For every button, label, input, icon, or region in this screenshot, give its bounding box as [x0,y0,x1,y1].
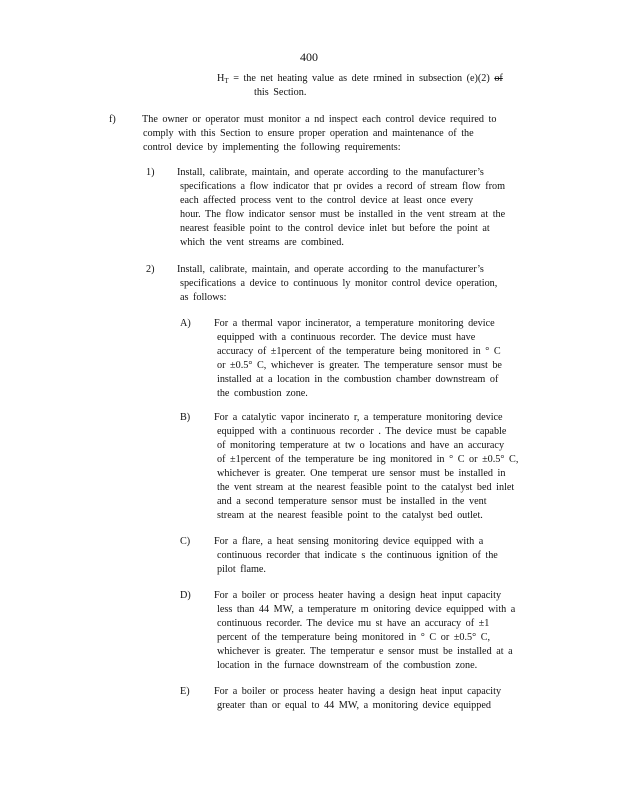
sub-b-line: and a second temperature sensor must be installed in the vent [217,496,487,507]
section-f-line: control device by implementing the following requirements: [143,142,401,153]
sub-c-line: continuous recorder that indicate s the continuous ignition of the [217,550,498,561]
item-1-line: each affected process vent to the control device at least once every [180,195,474,206]
item-1-label: 1) [146,167,155,178]
item-2-text [177,263,498,305]
sub-b-line: whichever is greater. One temperat ure sensor must be installed in [217,468,506,479]
sub-d-line: less than 44 MW, a temperature m onitoring device equipped with a [217,604,516,615]
sub-a-line: the combustion zone. [217,388,308,399]
sub-b-line: of monitoring temperature at tw o locations and have an accuracy [217,440,505,451]
sub-a-label: A) [180,318,191,329]
sub-a-line: equipped with a continuous recorder. The device must have [217,332,476,343]
definition-text: = the net heating value as dete rmined in subsection (e)(2) [233,73,490,84]
sub-d-line: continuous recorder. The device mu st have an accuracy of ±1 [217,618,490,629]
item-1-line: which the vent streams are combined. [180,237,344,248]
sub-a-text [214,317,502,401]
item-1-line: specifications a flow indicator that pr ovides a record of stream flow from [180,181,505,192]
sub-b-line: of ±1percent of the temperature be ing monitored in ° C or ±0.5° C, [217,454,519,465]
sub-e-line: greater than or equal to 44 MW, a monitoring device equipped [217,700,491,711]
sub-c-line: For a flare, a heat sensing monitoring device equipped with a [214,536,484,547]
definition-symbol-sub: T [224,77,229,85]
definition-line-2: this Section. [254,87,307,98]
sub-b-line: stream at the nearest feasible point to the catalyst bed outlet. [217,510,483,521]
sub-d-text [214,589,516,673]
sub-a-line: For a thermal vapor incinerator, a temperature monitoring device [214,318,495,329]
item-2-line: Install, calibrate, maintain, and operate according to the manufacturer’s [177,264,484,275]
item-2-label: 2) [146,264,155,275]
item-1-line: nearest feasible point to the control device inlet but before the point at [180,223,490,234]
sub-b-line: the vent stream at the nearest feasible point to the catalyst bed inlet [217,482,515,493]
section-f-line: comply with this Section to ensure proper operation and maintenance of the [143,128,474,139]
sub-e-label: E) [180,686,190,697]
sub-d-line: percent of the temperature being monitored in ° C or ±0.5° C, [217,632,491,643]
section-f-text [143,113,496,155]
sub-a-line: or ±0.5° C, whichever is greater. The temperature sensor must be [217,360,502,371]
item-2-line: as follows: [180,292,227,303]
item-1-line: hour. The flow indicator sensor must be installed in the vent stream at the [180,209,506,220]
sub-d-label: D) [180,590,191,601]
definition-struck-text: of [494,73,503,84]
sub-b-label: B) [180,412,191,423]
section-f-label: f) [109,114,116,125]
sub-d-line: whichever is greater. The temperatur e sensor must be installed at a [217,646,513,657]
sub-e-line: For a boiler or process heater having a design heat input capacity [214,686,502,697]
item-2-line: specifications a device to continuous ly monitor control device operation, [180,278,498,289]
sub-a-line: accuracy of ±1percent of the temperature being monitored in ° C [217,346,501,357]
sub-c-label: C) [180,536,191,547]
sub-c-line: pilot flame. [217,564,266,575]
sub-a-line: installed at a location in the combustion chamber downstream of [217,374,499,385]
page-number: 400 [300,50,318,64]
section-f-line: The owner or operator must monitor a nd inspect each control device required to [142,114,497,125]
definition-symbol: H [217,73,225,84]
sub-d-line: location in the furnace downstream of the combustion zone. [217,660,478,671]
sub-d-line: For a boiler or process heater having a design heat input capacity [214,590,502,601]
sub-e-text [214,685,502,713]
sub-b-line: equipped with a continuous recorder . The device must be capable [217,426,507,437]
sub-b-line: For a catalytic vapor incinerato r, a temperature monitoring device [214,412,503,423]
item-1-line: Install, calibrate, maintain, and operate according to the manufacturer’s [177,167,484,178]
sub-c-text [214,535,498,577]
item-1-text [177,166,506,250]
sub-b-text [214,411,519,523]
